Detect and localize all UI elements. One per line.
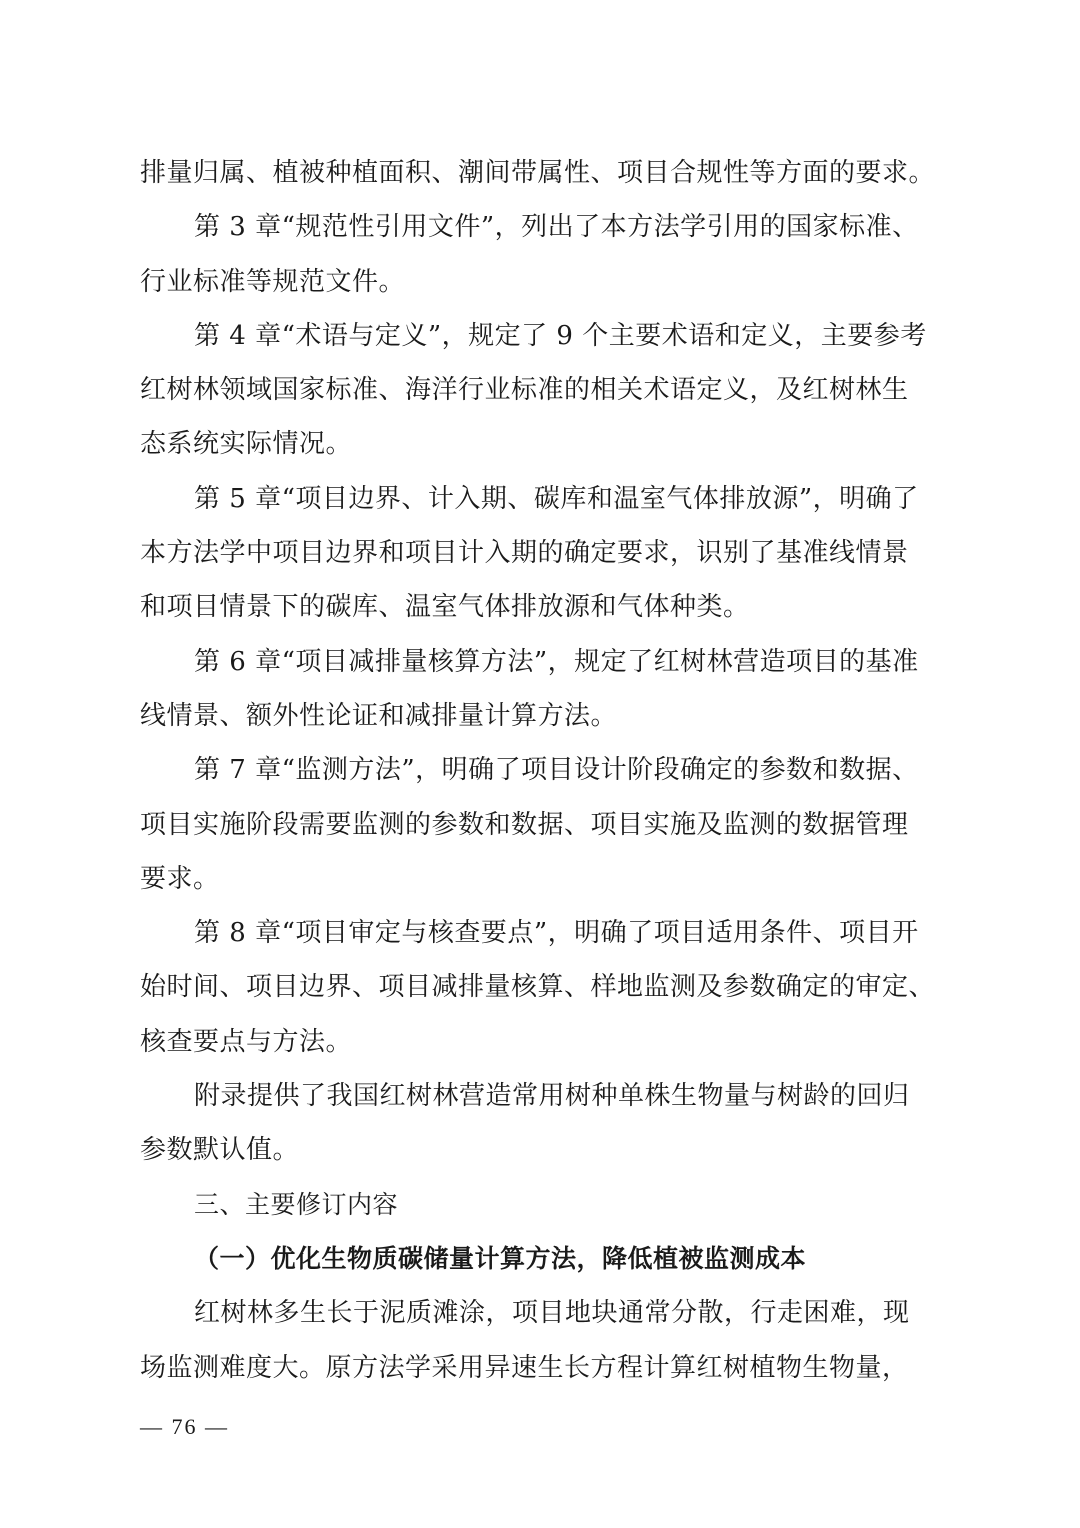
text-line: 线情景、额外性论证和减排量计算方法。 [140,700,618,731]
text-line: 始时间、项目边界、项目减排量核算、样地监测及参数确定的审定、 [140,972,936,1003]
text-line: 参数默认值。 [140,1135,300,1166]
page-number: — 76 — [140,1414,229,1439]
text-line: 第 5 章“项目边界、计入期、碳库和温室气体排放源”，明确了 [194,483,919,514]
text-line: 行业标准等规范文件。 [140,266,406,297]
subsection-heading: （一）优化生物质碳储量计算方法，降低植被监测成本 [194,1243,807,1273]
text-line: 要求。 [140,863,220,894]
text-line: 第 6 章“项目减排量核算方法”，规定了红树林营造项目的基准 [194,646,919,677]
text-line: 第 7 章“监测方法”，明确了项目设计阶段确定的参数和数据、 [194,755,919,786]
text-line: 排量归属、植被种植面积、潮间带属性、项目合规性等方面的要求。 [140,158,936,188]
text-line: 第 8 章“项目审定与核查要点”，明确了项目适用条件、项目开 [194,918,919,949]
text-line: 态系统实际情况。 [140,429,353,460]
text-line: 红树林领域国家标准、海洋行业标准的相关术语定义，及红树林生 [140,375,909,406]
text-line: 核查要点与方法。 [140,1026,353,1057]
text-line: 第 4 章“术语与定义”，规定了 9 个主要术语和定义，主要参考 [194,320,927,351]
text-line: 第 3 章“规范性引用文件”，列出了本方法学引用的国家标准、 [194,212,919,243]
text-line: 场监测难度大。原方法学采用异速生长方程计算红树植物生物量， [140,1352,909,1383]
document-body [140,146,940,1395]
text-line: 和项目情景下的碳库、温室气体排放源和气体种类。 [140,592,750,623]
text-line: 本方法学中项目边界和项目计入期的确定要求，识别了基准线情景 [140,538,909,569]
text-line: 红树林多生长于泥质滩涂，项目地块通常分散，行走困难，现 [194,1298,910,1329]
section-heading: 三、主要修订内容 [194,1189,399,1219]
text-line: 项目实施阶段需要监测的参数和数据、项目实施及监测的数据管理 [140,809,909,840]
text-line: 附录提供了我国红树林营造常用树种单株生物量与树龄的回归 [194,1081,910,1112]
